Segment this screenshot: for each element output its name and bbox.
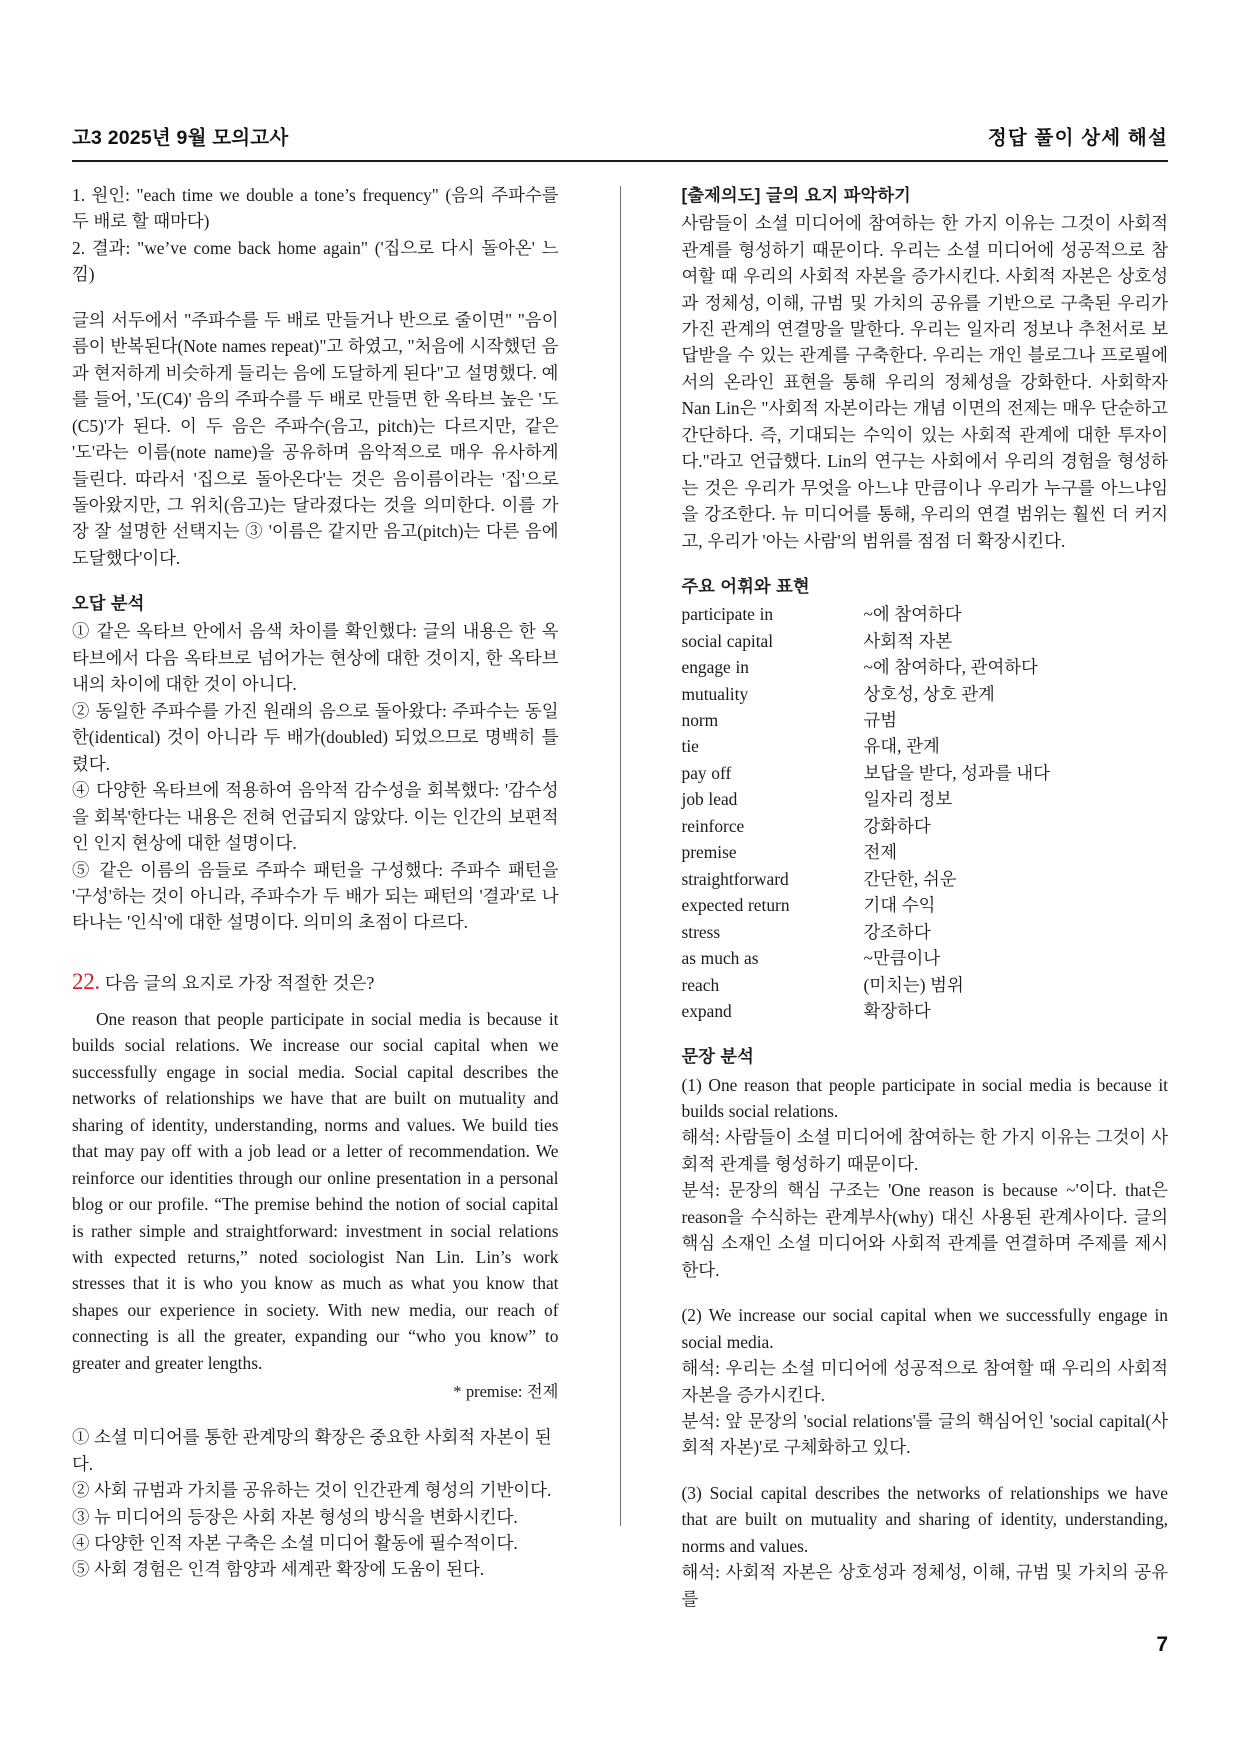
- effect-line: 2. 결과: "we’ve come back home again" ('집으로 다시 돌아온' 느낌): [72, 237, 559, 285]
- answer-choice-3[interactable]: ③ 뉴 미디어의 등장은 사회 자본 형성의 방식을 변화시킨다.: [72, 1506, 518, 1527]
- spacer: [682, 1283, 1169, 1302]
- question-number: 22.: [72, 968, 100, 994]
- vocabulary-term: mutuality: [681, 683, 749, 704]
- vocabulary-term: expand: [681, 1000, 732, 1021]
- analysis-1-note: 분석: 문장의 핵심 구조는 'One reason is because ~'이다. that은 reason을 수식하는 관계부사(why) 대신 사용된 관계사이다. 글의 핵심 소재인 소셜 미디어와 사회적 관계를 연결하며 주제를 제시한다.: [681, 1180, 1168, 1280]
- wrong-analysis-item-1: ① 같은 옥타브 안에서 음색 차이를 확인했다: 글의 내용은 한 옥타브에서 다음 옥타브로 넘어가는 현상에 대한 것이지, 한 옥타브 내의 차이에 대한 것이 아니다.: [72, 621, 559, 695]
- vocabulary-term: pay off: [681, 762, 732, 783]
- spacer: [682, 1024, 1169, 1043]
- vocabulary-meaning: 일자리 정보: [863, 789, 953, 810]
- vocabulary-row: [682, 919, 1169, 945]
- vocabulary-row: [682, 628, 1169, 654]
- wrong-analysis-item-3: ④ 다양한 옥타브에 적용하여 음악적 감수성을 회복했다: '감수성을 회복'한다는 내용은 전혀 언급되지 않았다. 이는 인간의 보편적인 인지 현상에 대한 설명이다.: [72, 780, 559, 854]
- sentence-analysis-heading: 문장 분석: [681, 1046, 755, 1067]
- vocabulary-term: premise: [681, 842, 737, 863]
- wrong-analysis-item-4: ⑤ 같은 이름의 음들로 주파수 패턴을 구성했다: 주파수 패턴을 '구성'하는 것이 아니라, 주파수가 두 배가 되는 패턴의 '결과'로 나타나는 '인식'에 대한 설명이다. 의미의 초점이 다르다.: [72, 859, 559, 933]
- vocabulary-row: [682, 707, 1169, 733]
- spacer: [72, 288, 559, 307]
- vocabulary-row: [682, 681, 1169, 707]
- vocabulary-meaning: 사회적 자본: [863, 630, 953, 651]
- vocabulary-term: reach: [681, 974, 720, 995]
- header-divider-rule: [72, 160, 1168, 162]
- column-divider: [620, 186, 621, 1526]
- answer-choice-5[interactable]: ⑤ 사회 경험은 인격 함양과 세계관 확장에 도움이 된다.: [72, 1559, 485, 1580]
- spacer: [72, 571, 559, 590]
- vocabulary-term: tie: [681, 736, 699, 757]
- vocabulary-row: [682, 892, 1169, 918]
- vocabulary-term: straightforward: [681, 868, 789, 889]
- page-number: 7: [1156, 1633, 1168, 1656]
- vocabulary-term: social capital: [681, 630, 774, 651]
- vocabulary-row: [682, 972, 1169, 998]
- wrong-analysis-item-2: ② 동일한 주파수를 가진 원래의 음으로 돌아왔다: 주파수는 동일한(identical) 것이 아니라 두 배가(doubled) 되었으므로 명백히 틀렸다.: [72, 700, 559, 774]
- spacer: [72, 1405, 559, 1424]
- spacer: [682, 1461, 1169, 1480]
- vocabulary-term: expected return: [681, 895, 790, 916]
- vocabulary-meaning: ~에 참여하다, 관여하다: [863, 657, 1038, 678]
- analysis-3-sentence: (3) Social capital describes the networks of relationships we have that are built on mutuality and sharing of identity, understanding, norms and values.: [681, 1482, 1168, 1556]
- vocabulary-meaning: 전제: [863, 842, 898, 863]
- intent-heading: [출제의도] 글의 요지 파악하기: [681, 185, 911, 205]
- vocabulary-heading: 주요 어휘와 표현: [681, 576, 810, 597]
- vocabulary-meaning: 기대 수익: [863, 895, 936, 916]
- vocabulary-meaning: 보답을 받다, 성과를 내다: [863, 762, 1050, 783]
- analysis-2-sentence: (2) We increase our social capital when we successfully engage in social media.: [681, 1305, 1168, 1352]
- vocabulary-meaning: (미치는) 범위: [863, 974, 964, 995]
- vocabulary-row: [682, 945, 1169, 971]
- vocabulary-meaning: 강조하다: [863, 921, 931, 942]
- two-column-body: [72, 182, 1168, 1609]
- vocabulary-term: stress: [681, 921, 721, 942]
- vocabulary-meaning: 확장하다: [863, 1000, 931, 1021]
- vocabulary-row: [682, 813, 1169, 839]
- analysis-2-note: 분석: 앞 문장의 'social relations'를 글의 핵심어인 'social capital(사회적 자본)'로 구체화하고 있다.: [681, 1411, 1168, 1458]
- passage-footnote: * premise: 전제: [453, 1382, 559, 1402]
- vocabulary-row: [682, 601, 1169, 627]
- question-prompt: 다음 글의 요지로 가장 적절한 것은?: [104, 972, 375, 993]
- spacer: [682, 554, 1169, 573]
- vocabulary-meaning: 간단한, 쉬운: [863, 868, 957, 889]
- english-passage: One reason that people participate in social media is because it builds social relations. We increase our social capital when we successfully engage in social media. Social capital describes the networks of relationships we have that are built on mutuality and sharing of identity, understanding, norms and values. We build ties that may pay off with a job lead or a letter of recommendation. We reinforce our identities through our online presentation in a personal blog or our profile. “The premise behind the notion of social capital is rather simple and straightforward: investment in social relations with expected returns,” noted sociologist Nan Lin. Lin’s work stresses that it is who you know as much as what you know that shapes our experience in society. With new media, our reach of connecting is all the greater, expanding our “who you know” to greater and greater lengths.: [72, 1008, 559, 1373]
- spacer: [72, 936, 559, 955]
- vocabulary-row: [682, 839, 1169, 865]
- vocabulary-meaning: 강화하다: [863, 815, 931, 836]
- vocabulary-term: participate in: [681, 604, 774, 625]
- vocabulary-term: norm: [681, 709, 719, 730]
- header-exam-title: 고3 2025년 9월 모의고사: [72, 127, 289, 149]
- vocabulary-term: job lead: [681, 789, 738, 810]
- left-column: [72, 182, 559, 1580]
- right-column: [681, 182, 1169, 1609]
- wrong-analysis-heading: 오답 분석: [72, 593, 145, 614]
- analysis-3-translation: 해석: 사회적 자본은 상호성과 정체성, 이해, 규범 및 가치의 공유를: [681, 1562, 1168, 1609]
- page-header: [72, 122, 1168, 150]
- vocabulary-term: engage in: [681, 657, 749, 678]
- vocabulary-row: [682, 786, 1169, 812]
- vocabulary-row: [682, 760, 1169, 786]
- analysis-1-translation: 해석: 사람들이 소셜 미디어에 참여하는 한 가지 이유는 그것이 사회적 관계를 형성하기 때문이다.: [681, 1127, 1168, 1174]
- intent-body-paragraph: 사람들이 소셜 미디어에 참여하는 한 가지 이유는 그것이 사회적 관계를 형성하기 때문이다. 우리는 소셜 미디어에 성공적으로 참여할 때 우리의 사회적 자본을 증가시킨다. 사회적 자본은 상호성과 정체성, 이해, 규범 및 가치의 공유를 기반으로 구축된 우리가 가진 관계의 연결망을 말한다. 우리는 일자리 정보나 추천서로 보답받을 수 있는 관계를 구축한다. 우리는 개인 블로그나 프로필에서의 온라인 표현을 통해 우리의 정체성을 강화한다. 사회학자 Nan Lin은 "사회적 자본이라는 개념 이면의 전제는 매우 단순하고 간단하다. 즉, 기대되는 수익이 있는 사회적 관계에 대한 투자이다."라고 언급했다. Lin의 연구는 사회에서 우리의 경험을 형성하는 것은 우리가 무엇을 아느냐 만큼이나 우리가 누구를 아느냐임을 강조한다. 뉴 미디어를 통해, 우리의 연결 범위는 훨씬 더 커지고, 우리가 '아는 사람'의 범위를 점점 더 확장시킨다.: [681, 213, 1168, 551]
- cause-line: 1. 원인: "each time we double a tone’s frequency" (음의 주파수를 두 배로 할 때마다): [72, 185, 559, 232]
- vocabulary-term: as much as: [681, 948, 759, 969]
- answer-choice-2[interactable]: ② 사회 규범과 가치를 공유하는 것이 인간관계 형성의 기반이다.: [72, 1480, 552, 1501]
- answer-choice-1[interactable]: ① 소셜 미디어를 통한 관계망의 확장은 중요한 사회적 자본이 된다.: [72, 1427, 552, 1474]
- vocabulary-row: [682, 654, 1169, 680]
- vocabulary-meaning: 유대, 관계: [863, 736, 940, 757]
- analysis-1-sentence: (1) One reason that people participate in social media is because it builds social relations.: [681, 1074, 1168, 1122]
- vocabulary-meaning: ~만큼이나: [863, 948, 941, 969]
- vocabulary-meaning: ~에 참여하다: [863, 604, 962, 625]
- main-explanation-paragraph: 글의 서두에서 "주파수를 두 배로 만들거나 반으로 줄이면" "음이름이 반복된다(Note names repeat)"고 하였고, "처음에 시작했던 음과 현저하게 비슷하게 들리는 음에 도달하게 된다"고 설명했다. 예를 들어, '도(C4)' 음의 주파수를 두 배로 만들면 한 옥타브 높은 '도(C5)'가 된다. 이 두 음은 주파수(음고, pitch)는 다르지만, 같은 '도'라는 이름(note name)을 공유하며 음악적으로 매우 유사하게 들린다. 따라서 '집으로 돌아온다'는 것은 음이름이라는 '집'으로 돌아왔지만, 그 위치(음고)는 달라졌다는 것을 의미한다. 이를 가장 잘 설명한 선택지는 ③ '이름은 같지만 음고(pitch)는 다른 음에 도달했다'이다.: [72, 309, 559, 568]
- question-heading: [72, 965, 559, 1000]
- vocabulary-row: [682, 733, 1169, 759]
- spacer: [72, 955, 559, 965]
- vocabulary-meaning: 상호성, 상호 관계: [863, 683, 995, 704]
- vocabulary-term: reinforce: [681, 815, 745, 836]
- header-section-title: 정답 풀이 상세 해설: [987, 127, 1168, 149]
- vocabulary-meaning: 규범: [863, 709, 898, 730]
- analysis-2-translation: 해석: 우리는 소셜 미디어에 성공적으로 참여할 때 우리의 사회적 자본을 증가시킨다.: [681, 1358, 1168, 1405]
- vocabulary-list: [682, 601, 1169, 1024]
- vocabulary-row: [682, 866, 1169, 892]
- vocabulary-row: [682, 998, 1169, 1024]
- answer-choice-4[interactable]: ④ 다양한 인적 자본 구축은 소셜 미디어 활동에 필수적이다.: [72, 1532, 518, 1553]
